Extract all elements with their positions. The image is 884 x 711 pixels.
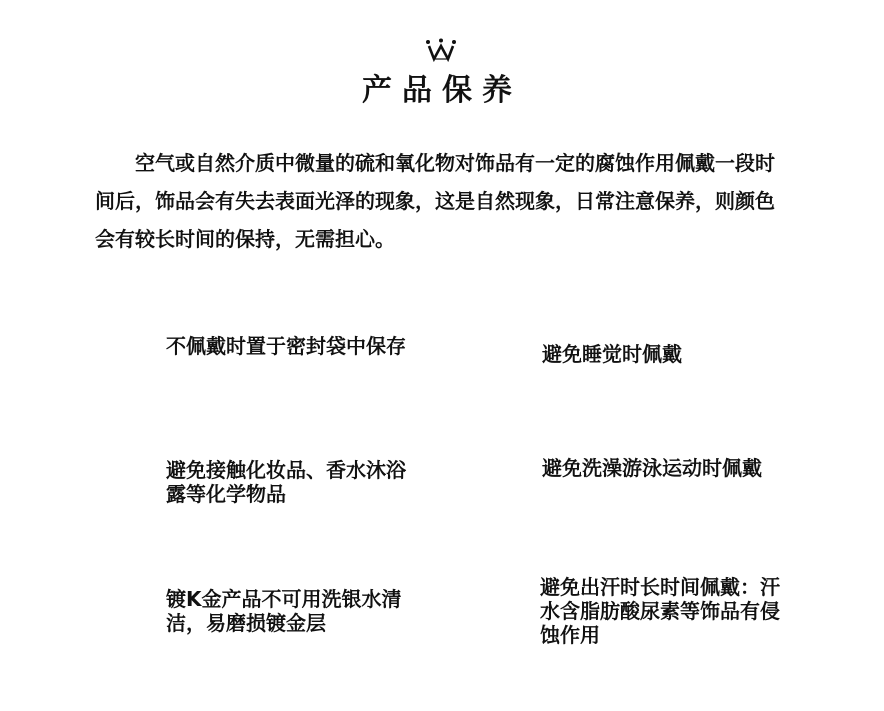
crown-icon (425, 38, 457, 64)
care-tip: 避免接触化妆品、香水沐浴露等化学物品 (166, 458, 406, 506)
care-tip: 不佩戴时置于密封袋中保存 (166, 334, 406, 358)
intro-paragraph: 空气或自然介质中微量的硫和氧化物对饰品有一定的腐蚀作用佩戴一段时间后，饰品会有失去表面光泽的现象，这是自然现象，日常注意保养，则颜色会有较长时间的保持，无需担心。 (95, 151, 775, 251)
care-tip: 避免洗澡游泳运动时佩戴 (542, 456, 762, 480)
care-tip: 避免睡觉时佩戴 (542, 342, 682, 366)
page-title: 产品保养 (362, 73, 522, 108)
care-tip: 避免出汗时长时间佩戴：汗水含脂肪酸尿素等饰品有侵蚀作用 (540, 575, 780, 647)
care-tip: 镀K金产品不可用洗银水清洁，易磨损镀金层 (166, 587, 402, 635)
